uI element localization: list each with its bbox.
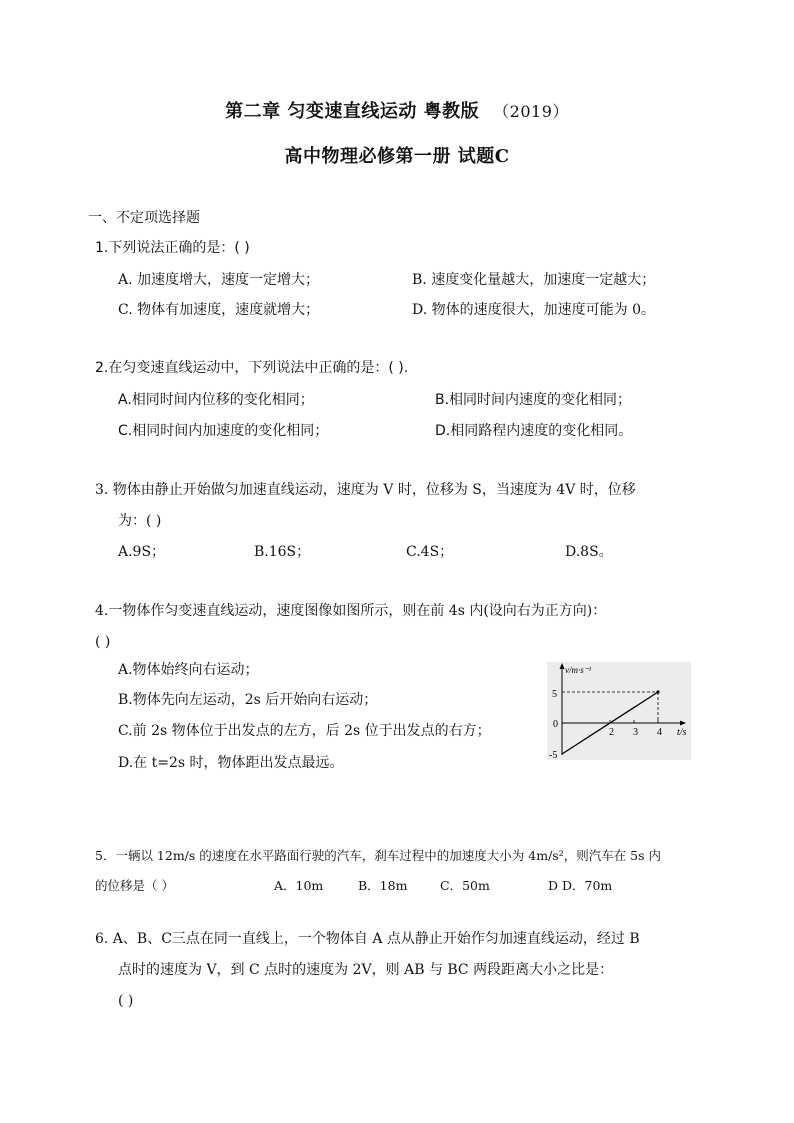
q3-stem-line2: 为：( ) xyxy=(118,513,162,529)
q4-option-a: A.物体始终向右运动； xyxy=(118,662,259,678)
q4-stem-line1: 4.一物体作匀变速直线运动，速度图像如图所示，则在前 4s 内(设向右为正方向)： xyxy=(95,603,607,619)
q5-option-b: B．18m xyxy=(358,878,408,893)
x-tick-label-4: 4 xyxy=(657,727,662,738)
q1-option-d: D. 物体的速度很大，加速度可能为 0。 xyxy=(412,302,655,318)
q5-option-d: D D．70m xyxy=(548,878,613,893)
q3-stem-line1: 3. 物体由静止开始做匀加速直线运动，速度为 V 时，位移为 S，当速度为 4V 时，位移 xyxy=(95,482,636,498)
q5-option-c: C．50m xyxy=(440,878,490,893)
title-text: 第二章 匀变速直线运动 粤教版 xyxy=(225,101,480,122)
q6-stem-line2: 点时的速度为 V，到 C 点时的速度为 2V，则 AB 与 BC 两段距离大小之比是： xyxy=(118,962,614,978)
q1-stem: 1.下列说法正确的是：( ) xyxy=(95,240,250,256)
y-axis-label: v/m·s⁻¹ xyxy=(565,665,592,675)
q5-option-a: A．10m xyxy=(274,878,324,893)
y-tick-0: 0 xyxy=(553,719,558,730)
q6-stem-line3: ( ) xyxy=(118,993,134,1009)
page-title-line2: 高中物理必修第一册 试题C xyxy=(284,146,510,167)
page-title-line1 xyxy=(0,97,794,123)
q4-option-c: C.前 2s 物体位于出发点的左方，后 2s 位于出发点的右方； xyxy=(118,723,491,739)
q4-stem-line2: ( ) xyxy=(95,634,111,650)
q3-option-a: A.9S； xyxy=(118,544,166,560)
q1-option-b: B. 速度变化量越大，加速度一定越大； xyxy=(412,272,656,288)
title-year: （2019） xyxy=(493,102,569,121)
q2-option-b: B.相同时间内速度的变化相同； xyxy=(435,392,632,408)
q2-option-d: D.相同路程内速度的变化相同。 xyxy=(435,423,633,439)
q3-option-b: B.16S； xyxy=(254,544,311,560)
q5-stem-line1: 5．一辆以 12m/s 的速度在水平路面行驶的汽车，刹车过程中的加速度大小为 4m/s²，则汽车在 5s 内 xyxy=(95,848,662,863)
graph-background xyxy=(547,662,691,760)
q4-option-d: D.在 t=2s 时，物体距出发点最远。 xyxy=(118,755,344,771)
y-tick-5: 5 xyxy=(552,689,557,700)
q1-option-a: A. 加速度增大，速度一定增大； xyxy=(118,272,320,288)
x-axis-label: t/s xyxy=(677,727,687,738)
x-tick-label-2: 2 xyxy=(609,727,614,738)
q2-stem: 2.在匀变速直线运动中，下列说法中正确的是：( ). xyxy=(95,360,409,376)
q6-stem-line1: 6. A、B、C三点在同一直线上，一个物体自 A 点从静止开始作匀加速直线运动，经过 B xyxy=(95,931,640,947)
q2-option-c: C.相同时间内加速度的变化相同； xyxy=(118,423,329,439)
x-tick-label-3: 3 xyxy=(633,727,638,738)
q1-option-c: C. 物体有加速度，速度就增大； xyxy=(118,302,320,318)
q5-stem-line2: 的位移是（ ） xyxy=(95,878,174,893)
q4-option-b: B.物体先向左运动，2s 后开始向右运动； xyxy=(118,692,378,708)
q3-option-c: C.4S； xyxy=(406,544,454,560)
q3-option-d: D.8S。 xyxy=(565,544,613,560)
y-tick-neg5: -5 xyxy=(549,750,558,760)
q2-option-a: A.相同时间内位移的变化相同； xyxy=(118,392,314,408)
section-title: 一、不定项选择题 xyxy=(88,210,200,226)
velocity-time-graph xyxy=(547,662,691,760)
velocity-endpoint xyxy=(656,690,659,693)
